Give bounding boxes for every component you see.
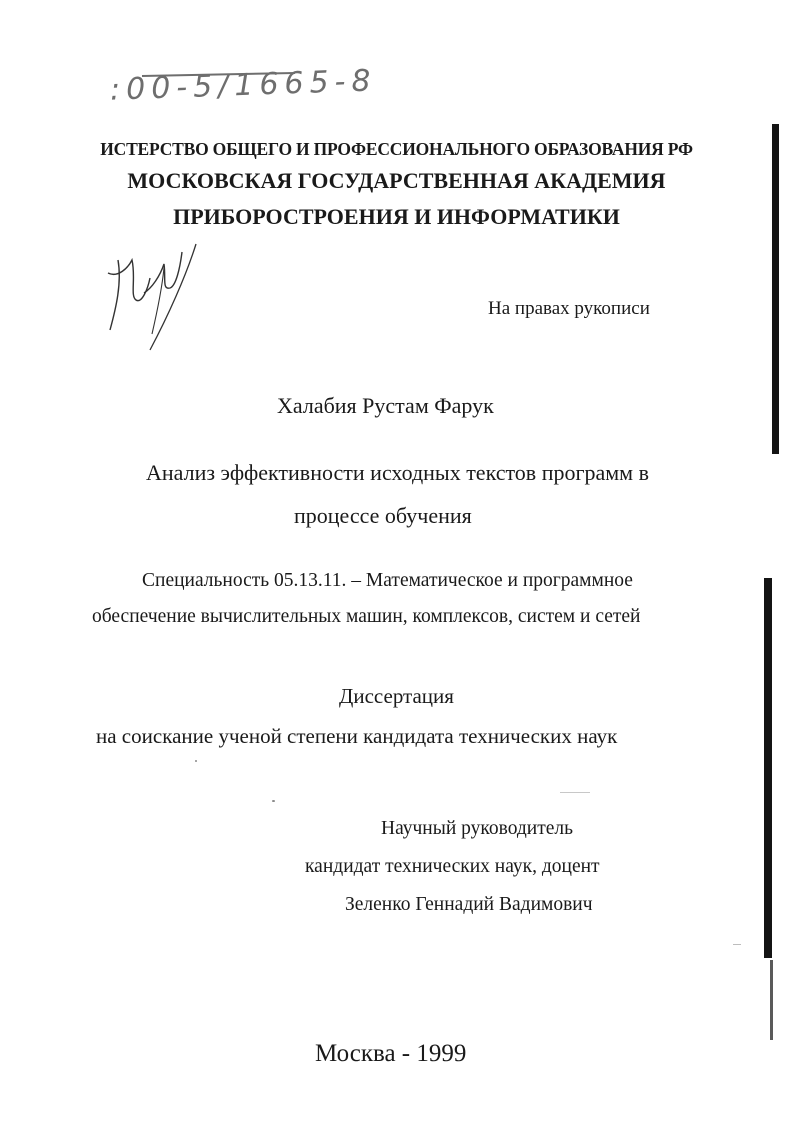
scan-speck [560,792,590,793]
handwritten-signature-icon [100,238,210,353]
archive-number-underline [140,70,300,80]
archive-number-handwritten: :00-5/1665-8 [109,63,378,108]
dissertation-label: Диссертация [339,684,454,708]
supervisor-degree: кандидат технических наук, доцент [305,856,600,877]
degree-purpose: на соискание ученой степени кандидата технических наук [96,724,618,748]
thesis-title-line-2: процессе обучения [294,503,472,528]
scan-edge-artifact [764,578,772,958]
scan-edge-artifact [770,960,773,1040]
specialty-line-2: обеспечение вычислительных машин, комплексов, систем и сетей [92,606,641,627]
academy-name-line-1: МОСКОВСКАЯ ГОСУДАРСТВЕННАЯ АКАДЕМИЯ [127,168,666,193]
scan-speck [272,800,275,802]
rights-note: На правах рукописи [488,298,650,319]
scan-edge-artifact [772,124,779,454]
city-year: Москва - 1999 [315,1040,467,1067]
author-name: Халабия Рустам Фарук [277,393,494,418]
thesis-title-line-1: Анализ эффективности исходных текстов программ в [146,460,649,485]
specialty-line-1: Специальность 05.13.11. – Математическое и программное [142,570,633,591]
ministry-heading: ИСТЕРСТВО ОБЩЕГО И ПРОФЕССИОНАЛЬНОГО ОБРАЗОВАНИЯ РФ [100,139,693,159]
scan-speck [195,760,197,762]
supervisor-role: Научный руководитель [381,818,574,839]
academy-name-line-2: ПРИБОРОСТРОЕНИЯ И ИНФОРМАТИКИ [173,204,620,229]
scan-speck [733,944,741,945]
supervisor-name: Зеленко Геннадий Вадимович [345,894,593,915]
